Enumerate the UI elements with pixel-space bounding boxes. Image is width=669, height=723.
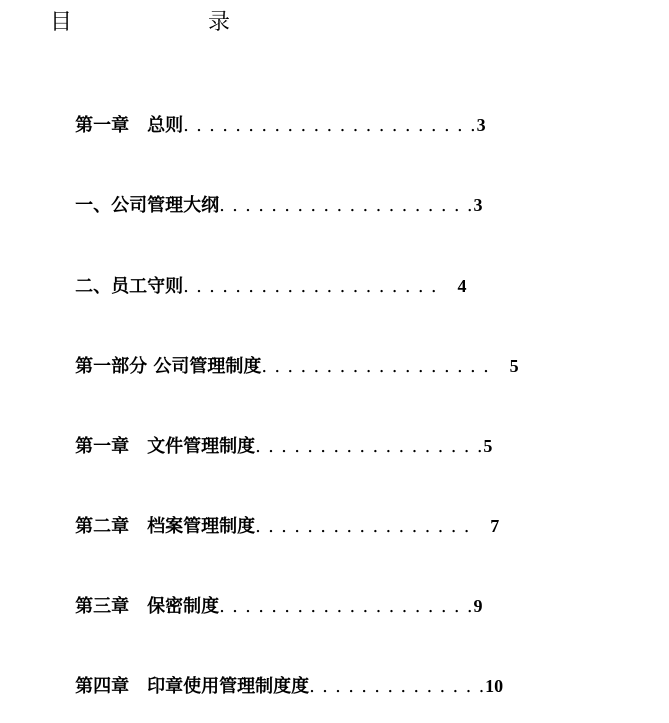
toc-entry-label: 一、公司管理大纲 — [75, 195, 220, 216]
toc-entry-page: 5 — [483, 436, 493, 456]
toc-entry-page: 4 — [457, 276, 467, 296]
toc-entry — [50, 490, 500, 537]
toc-entry — [50, 169, 483, 216]
toc-entry-page: 3 — [473, 195, 483, 215]
toc-title-left: 目 — [50, 10, 73, 35]
toc-entry-leader: . . . . . . . . . . . . . . — [309, 676, 486, 697]
toc-entry-label: 第三章 保密制度 — [75, 596, 220, 617]
toc-entry-label: 第一章 文件管理制度 — [75, 436, 256, 457]
toc-entry — [50, 89, 486, 136]
toc-entry — [50, 250, 467, 297]
toc-entry-label: 第一部分 公司管理制度 — [75, 356, 262, 377]
toc-entry — [50, 410, 493, 457]
toc-entry-label: 二、员工守则 — [75, 276, 184, 297]
toc-entry-leader: . . . . . . . . . . . . . . . . . . — [261, 356, 490, 377]
toc-entry — [50, 330, 519, 377]
toc-entry-leader: . . . . . . . . . . . . . . . . . . . . — [219, 596, 474, 617]
toc-entry-label: 第一章 总则 — [75, 115, 184, 136]
toc-title — [50, 8, 250, 38]
toc-title-right: 录 — [208, 10, 231, 35]
toc-entry-page: 3 — [476, 115, 486, 135]
toc-entry — [50, 570, 483, 617]
toc-entry-leader: . . . . . . . . . . . . . . . . . — [255, 516, 471, 537]
toc-entry-leader: . . . . . . . . . . . . . . . . . . — [255, 436, 484, 457]
toc-entry-leader: . . . . . . . . . . . . . . . . . . . . . . . — [183, 115, 477, 136]
toc-entry — [50, 650, 504, 697]
toc-entry-page: 5 — [509, 356, 519, 376]
toc-entry-leader: . . . . . . . . . . . . . . . . . . . . — [183, 276, 438, 297]
toc-entry-page: 7 — [490, 516, 500, 536]
toc-entry-label: 第二章 档案管理制度 — [75, 516, 256, 537]
toc-entry-page: 9 — [473, 596, 483, 616]
toc-entry-leader: . . . . . . . . . . . . . . . . . . . . — [219, 195, 474, 216]
toc-entry-page: 10 — [485, 676, 504, 696]
toc-entry-label: 第四章 印章使用管理制度度 — [75, 676, 310, 697]
